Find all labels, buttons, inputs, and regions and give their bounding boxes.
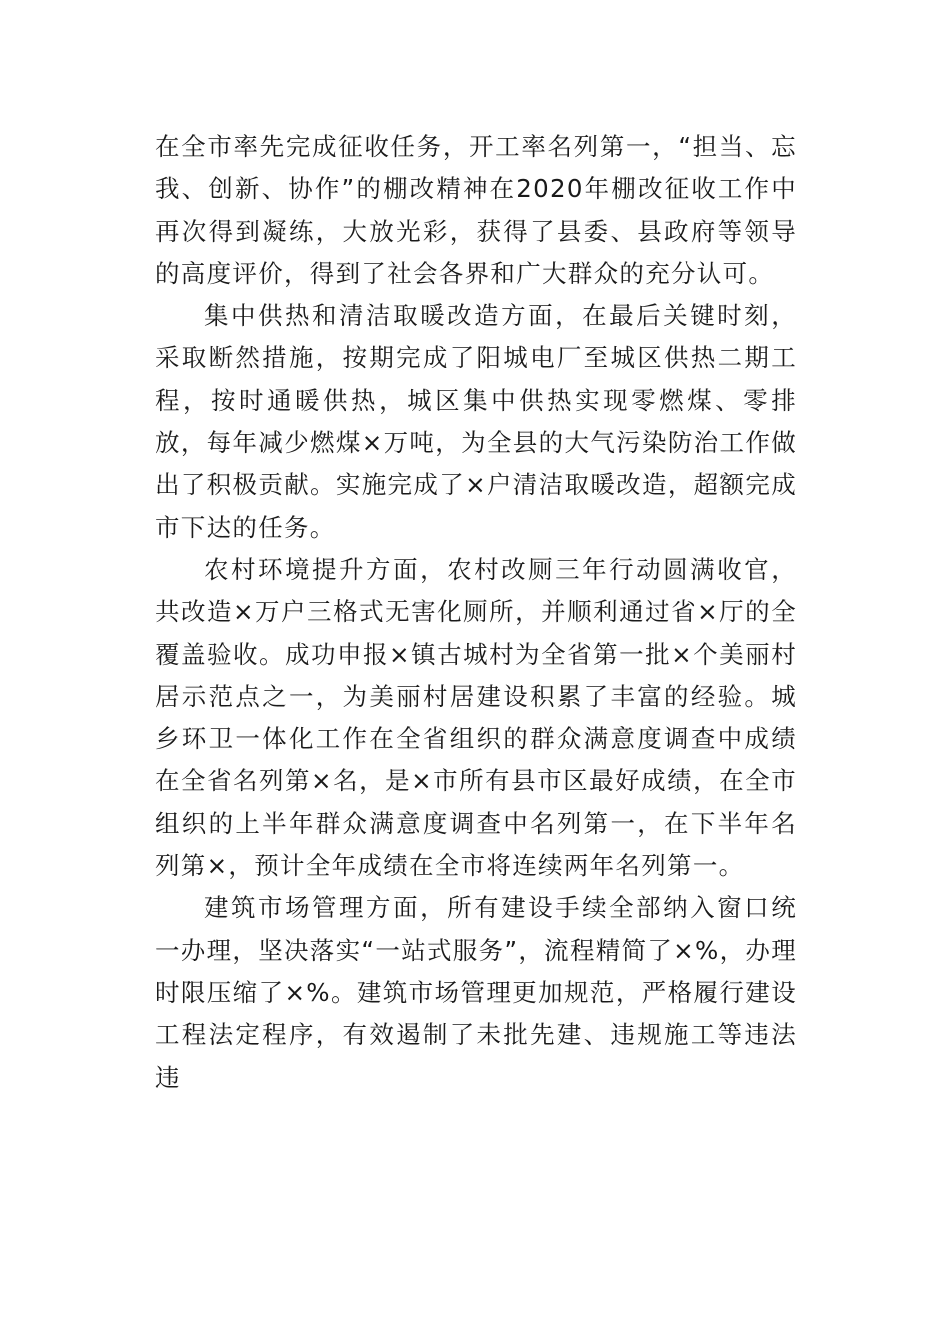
paragraph-rural-environment: 农村环境提升方面，农村改厕三年行动圆满收官，共改造×万户三格式无害化厕所，并顺利通过省×厅的全覆盖验收。成功申报×镇古城村为全省第一批×个美丽村居示范点之一，为美丽村居建设积累了丰富的经验。城乡环卫一体化工作在全省组织的群众满意度调查中成绩在全省名列第×名，是×市所有县市区最好成绩，在全市组织的上半年群众满意度调查中名列第一，在下半年名列第×，预计全年成绩在全市将连续两年名列第一。 <box>155 554 797 881</box>
paragraph-construction-market: 建筑市场管理方面，所有建设手续全部纳入窗口统一办理，坚决落实“一站式服务”，流程精简了×%，办理时限压缩了×%。建筑市场管理更加规范，严格履行建设工程法定程序，有效遏制了未批先建、违规施工等违法违 <box>155 893 797 1092</box>
paragraph-central-heating: 集中供热和清洁取暖改造方面，在最后关键时刻，采取断然措施，按期完成了阳城电厂至城区供热二期工程，按时通暖供热，城区集中供热实现零燃煤、零排放，每年减少燃煤×万吨，为全县的大气污染防治工作做出了积极贡献。实施完成了×户清洁取暖改造，超额完成市下达的任务。 <box>155 301 797 542</box>
paragraph-shantytown-renovation: 在全市率先完成征收任务，开工率名列第一，“担当、忘我、创新、协作”的棚改精神在2020年棚改征收工作中再次得到凝练，大放光彩，获得了县委、县政府等领导的高度评价，得到了社会各界和广大群众的充分认可。 <box>155 132 797 288</box>
document-page <box>155 126 797 1099</box>
